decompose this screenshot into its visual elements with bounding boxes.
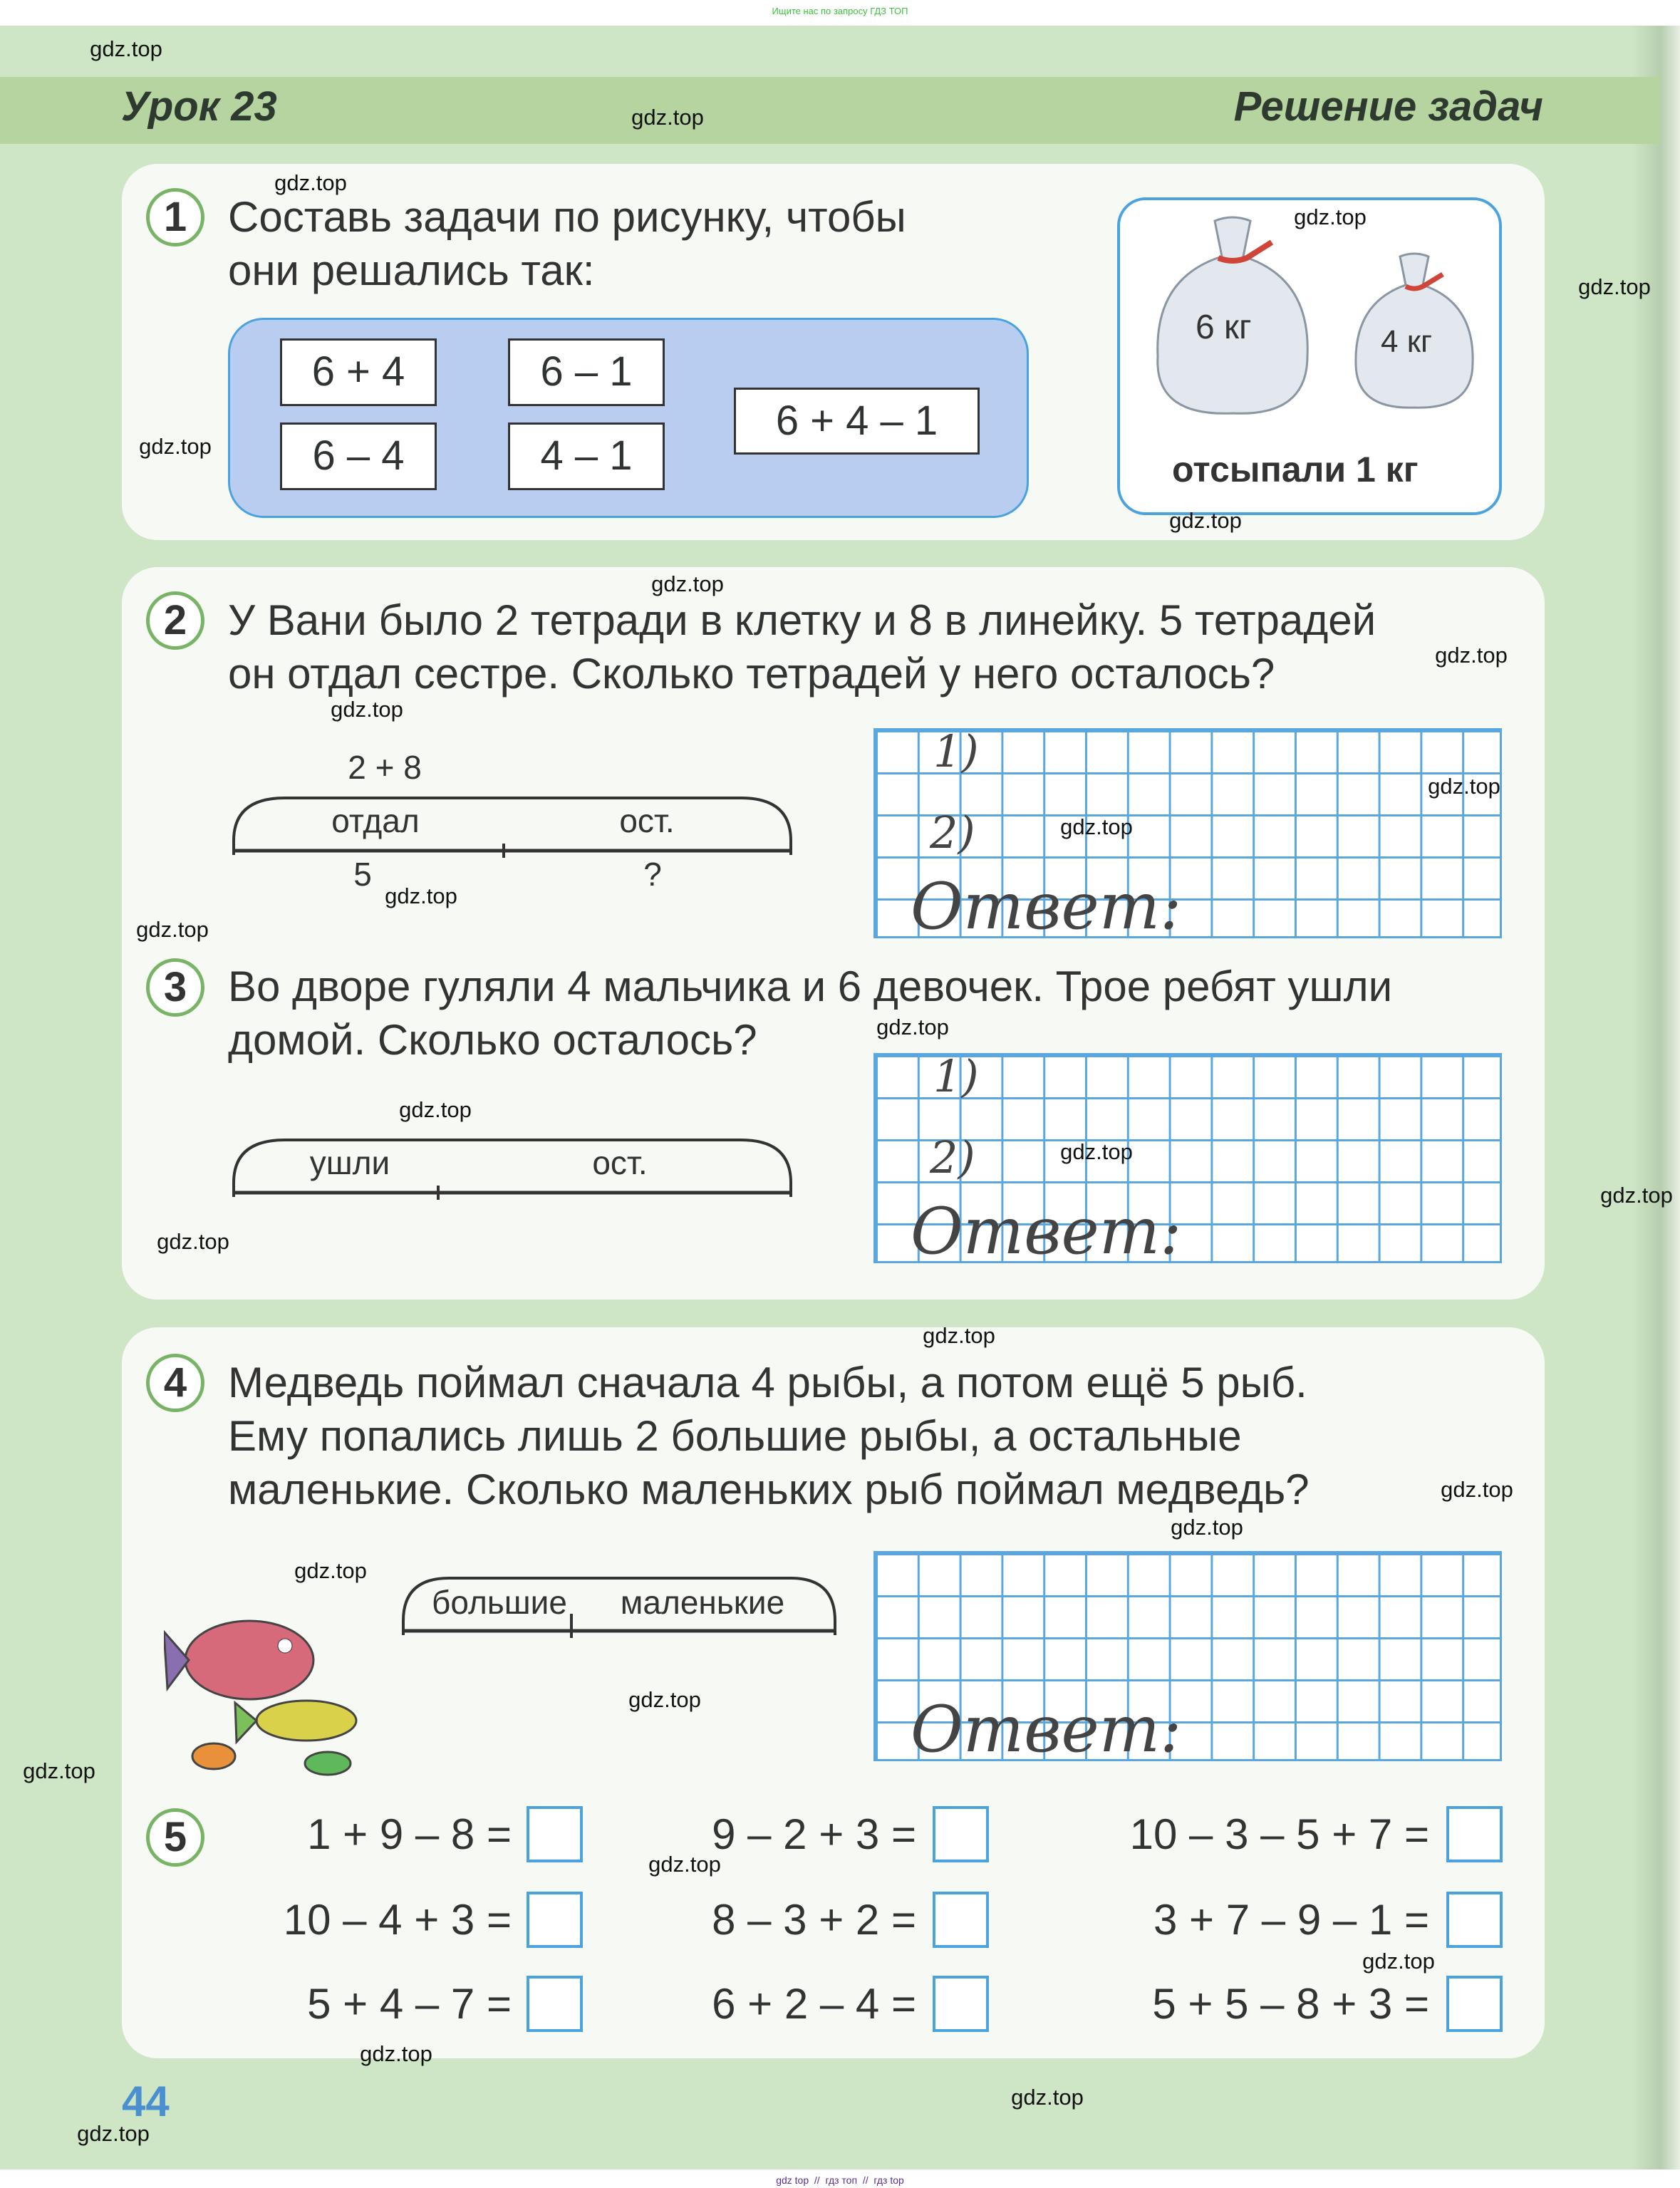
equation: 5 + 4 – 7 = <box>307 1980 512 2028</box>
lesson-title: Урок 23 <box>121 83 277 130</box>
segment-diagram <box>228 791 798 862</box>
watermark: gdz.top <box>1441 1477 1513 1502</box>
answer-box[interactable] <box>1446 1892 1503 1948</box>
task-number: 4 <box>146 1354 204 1412</box>
task-text: он отдал сестре. Сколько тетрадей у него осталось? <box>228 650 1275 698</box>
watermark: gdz.top <box>648 1852 721 1877</box>
expression-box: 4 – 1 <box>508 422 665 490</box>
watermark: gdz.top <box>1600 1183 1673 1208</box>
watermark: gdz.top <box>631 105 704 130</box>
task-text: маленькие. Сколько маленьких рыб поймал медведь? <box>228 1466 1310 1513</box>
bag-weight-label: 6 кг <box>1196 309 1252 346</box>
answer-label: Ответ: <box>911 869 1182 944</box>
bags-caption: отсыпали 1 кг <box>1172 450 1419 489</box>
diagram-label: ушли <box>309 1144 390 1181</box>
page-number: 44 <box>122 2078 170 2125</box>
equation: 10 – 3 – 5 + 7 = <box>1129 1810 1429 1858</box>
expression-box: 6 – 1 <box>508 338 665 406</box>
answer-box[interactable] <box>933 1806 989 1862</box>
answer-box[interactable] <box>1446 1976 1503 2032</box>
watermark: gdz.top <box>90 36 162 61</box>
diagram-label: ост. <box>592 1144 648 1181</box>
task-text: Составь задачи по рисунку, чтобы <box>228 193 906 241</box>
watermark: gdz.top <box>399 1097 472 1122</box>
answer-box[interactable] <box>933 1892 989 1948</box>
step-label: 2) <box>930 1131 975 1183</box>
watermark: gdz.top <box>628 1687 701 1712</box>
watermark: gdz.top <box>1428 774 1500 799</box>
expression-box: 6 + 4 – 1 <box>734 388 980 455</box>
watermark: gdz.top <box>1060 1139 1133 1164</box>
watermark: gdz.top <box>157 1229 229 1254</box>
watermark: gdz.top <box>1294 204 1367 229</box>
step-label: 1) <box>933 725 979 777</box>
task-text: Во дворе гуляли 4 мальчика и 6 девочек. Трое ребят ушли <box>228 963 1393 1010</box>
watermark: gdz.top <box>651 571 724 596</box>
watermark: gdz.top <box>294 1558 367 1583</box>
task-number: 5 <box>146 1808 204 1867</box>
watermark: gdz.top <box>923 1323 995 1348</box>
answer-box[interactable] <box>527 1892 583 1948</box>
task-number: 1 <box>146 188 204 247</box>
answer-box[interactable] <box>933 1976 989 2032</box>
watermark: gdz.top <box>360 2041 432 2066</box>
watermark: gdz.top <box>331 697 403 722</box>
equation: 10 – 4 + 3 = <box>283 1896 512 1944</box>
equation: 1 + 9 – 8 = <box>307 1810 512 1858</box>
answer-label: Ответ: <box>911 1194 1182 1269</box>
expression-box: 6 – 4 <box>280 422 437 490</box>
watermark: gdz.top <box>876 1015 949 1039</box>
watermark: gdz.top <box>139 434 212 459</box>
watermark: gdz.top <box>136 917 209 942</box>
top-note: Ищите нас по запросу ГДЗ ТОП <box>772 6 908 16</box>
task-number: 3 <box>146 958 204 1017</box>
bag-weight-label: 4 кг <box>1381 324 1432 359</box>
step-label: 1) <box>933 1050 979 1102</box>
diagram-label: отдал <box>331 802 420 839</box>
watermark: gdz.top <box>23 1758 95 1783</box>
watermark: gdz.top <box>385 883 457 908</box>
diagram-label: большие <box>432 1584 567 1621</box>
equation: 5 + 5 – 8 + 3 = <box>1152 1980 1429 2028</box>
task-text: Медведь поймал сначала 4 рыбы, а потом ещё 5 рыб. <box>228 1359 1307 1406</box>
watermark: gdz.top <box>274 170 347 195</box>
task-text: У Вани было 2 тетради в клетку и 8 в линейку. 5 тетрадей <box>228 596 1376 644</box>
diagram-label: ? <box>643 856 662 893</box>
task-text: они решались так: <box>228 247 595 294</box>
equation: 3 + 7 – 9 – 1 = <box>1153 1896 1429 1944</box>
watermark: gdz.top <box>1435 643 1508 668</box>
watermark: gdz.top <box>1060 814 1133 839</box>
expression-box: 6 + 4 <box>280 338 437 406</box>
answer-box[interactable] <box>527 1806 583 1862</box>
fish-icon <box>164 1603 370 1781</box>
diagram-label: ост. <box>619 802 675 839</box>
watermark: gdz.top <box>1169 508 1242 533</box>
equation: 6 + 2 – 4 = <box>712 1980 916 2028</box>
watermark: gdz.top <box>1011 2085 1084 2110</box>
answer-box[interactable] <box>1446 1806 1503 1862</box>
answer-label: Ответ: <box>911 1692 1182 1767</box>
watermark: gdz.top <box>1171 1515 1243 1540</box>
watermark: gdz.top <box>77 2121 150 2146</box>
topic-title: Решение задач <box>1233 83 1543 130</box>
watermark: gdz.top <box>1578 274 1651 299</box>
page-spine-shadow <box>1632 26 1680 2169</box>
task-number: 2 <box>146 591 204 650</box>
footer-links[interactable]: gdz top // гдз топ // гдз top <box>776 2174 904 2186</box>
equation: 8 – 3 + 2 = <box>712 1896 916 1944</box>
diagram-label: 5 <box>353 856 372 893</box>
answer-box[interactable] <box>527 1976 583 2032</box>
step-label: 2) <box>930 807 975 859</box>
diagram-label: 2 + 8 <box>348 749 422 786</box>
task-text: домой. Сколько осталось? <box>228 1016 757 1064</box>
equation: 9 – 2 + 3 = <box>712 1810 916 1858</box>
task-text: Ему попались лишь 2 большие рыбы, а остальные <box>228 1412 1242 1460</box>
watermark: gdz.top <box>1362 1949 1435 1974</box>
diagram-label: маленькие <box>620 1584 785 1621</box>
